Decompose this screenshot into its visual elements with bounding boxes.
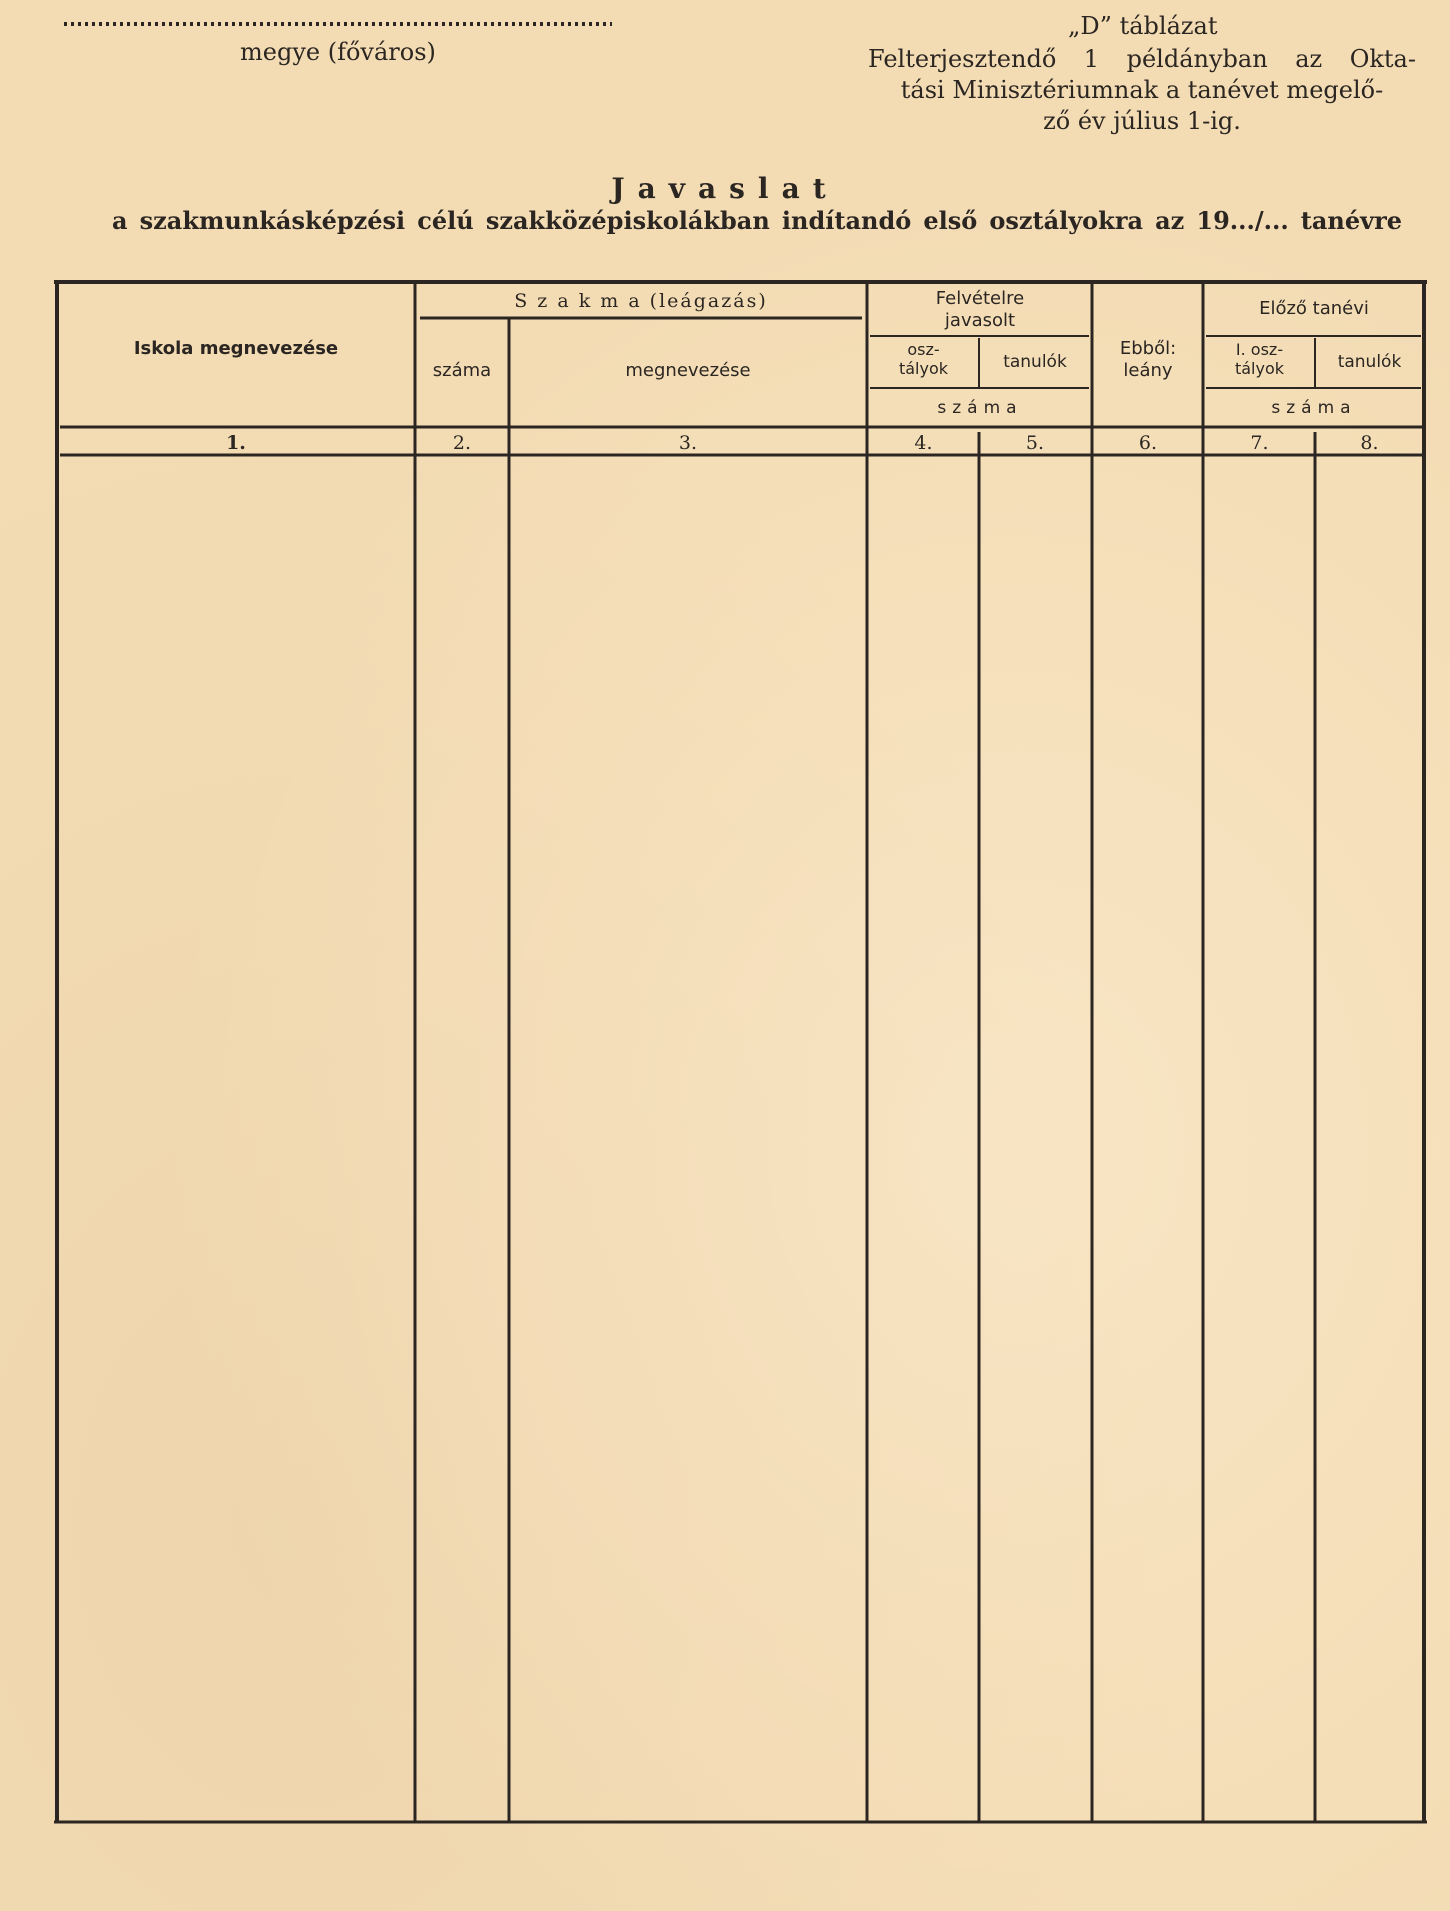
body-cell-leany[interactable] [1095,459,1201,1819]
column-number-2: 2. [452,432,472,454]
note-word: Okta- [1349,45,1416,73]
column-group-szakma: S z a k m a (leágazás) [514,290,768,312]
body-cell-prev-osztalyok[interactable] [1206,459,1313,1819]
i-osztalyok-line-1: I. osz- [1235,340,1284,359]
column-header-i-osztalyok [1206,340,1313,378]
osztalyok-line-2: tályok [898,359,949,378]
column-number-8: 8. [1360,432,1379,454]
note-word: példányban [1126,45,1268,73]
subtitle-word: az [1155,206,1185,235]
szama-label-b: száma [1271,398,1357,418]
note-word: Felterjesztendő [868,45,1057,73]
subtitle-word: első [923,206,978,235]
body-cell-szakma-megnevezese[interactable] [512,459,865,1819]
subtitle-word: szakmunkásképzési [139,206,406,235]
osztalyok-line-1: osz- [907,340,940,359]
note-line-3: ző év július 1-ig. [1043,107,1241,135]
subtitle-word: indítandó [781,206,912,235]
szama-label-a: száma [937,398,1023,418]
body-cell-tanulok[interactable] [981,459,1090,1819]
column-group-felvetelre [870,288,1090,332]
column-number-6: 6. [1138,432,1158,454]
column-number-1: 1. [226,432,246,454]
column-header-tanulok: tanulók [1003,352,1067,372]
column-header-szama: száma [432,360,492,381]
column-number-4: 4. [914,432,933,454]
table-identifier: „D” táblázat [1068,12,1218,40]
i-osztalyok-line-2: tályok [1234,359,1285,378]
body-cell-szakma-szama[interactable] [418,459,507,1819]
body-cell-prev-tanulok[interactable] [1317,459,1422,1819]
column-group-elozo: Előző tanévi [1259,298,1369,319]
ebbol-line-2: leány [1123,360,1173,381]
ebbol-line-1: Ebből: [1119,338,1177,359]
body-cell-osztalyok[interactable] [870,459,977,1819]
column-header-school: Iskola megnevezése [133,338,339,359]
felvetelre-line-2: javasolt [944,310,1016,331]
column-number-7: 7. [1250,432,1269,454]
body-cell-school[interactable] [60,459,413,1819]
felvetelre-line-1: Felvételre [935,288,1025,309]
note-word: 1 [1083,45,1100,73]
note-line-2: tási Minisztériumnak a tanévet megelő- [900,76,1384,104]
column-number-5: 5. [1025,432,1045,454]
column-header-ebbol [1095,338,1201,382]
subtitle-word: a [112,206,128,235]
column-header-osztalyok [870,340,977,378]
column-number-3: 3. [678,432,698,454]
subtitle-word: célú [417,206,474,235]
subtitle-word: tanévre [1300,206,1402,235]
county-label: megye (főváros) [240,38,436,66]
document-title: Javaslat [611,172,839,205]
note-word: az [1295,45,1323,73]
column-header-megnevezese: megnevezése [625,360,751,381]
subtitle-word: szakközépiskolákban [485,206,770,235]
subtitle-word: 19.../... [1196,206,1289,235]
subtitle-word: osztályokra [989,206,1144,235]
column-header-tanulok-2: tanulók [1337,352,1402,372]
